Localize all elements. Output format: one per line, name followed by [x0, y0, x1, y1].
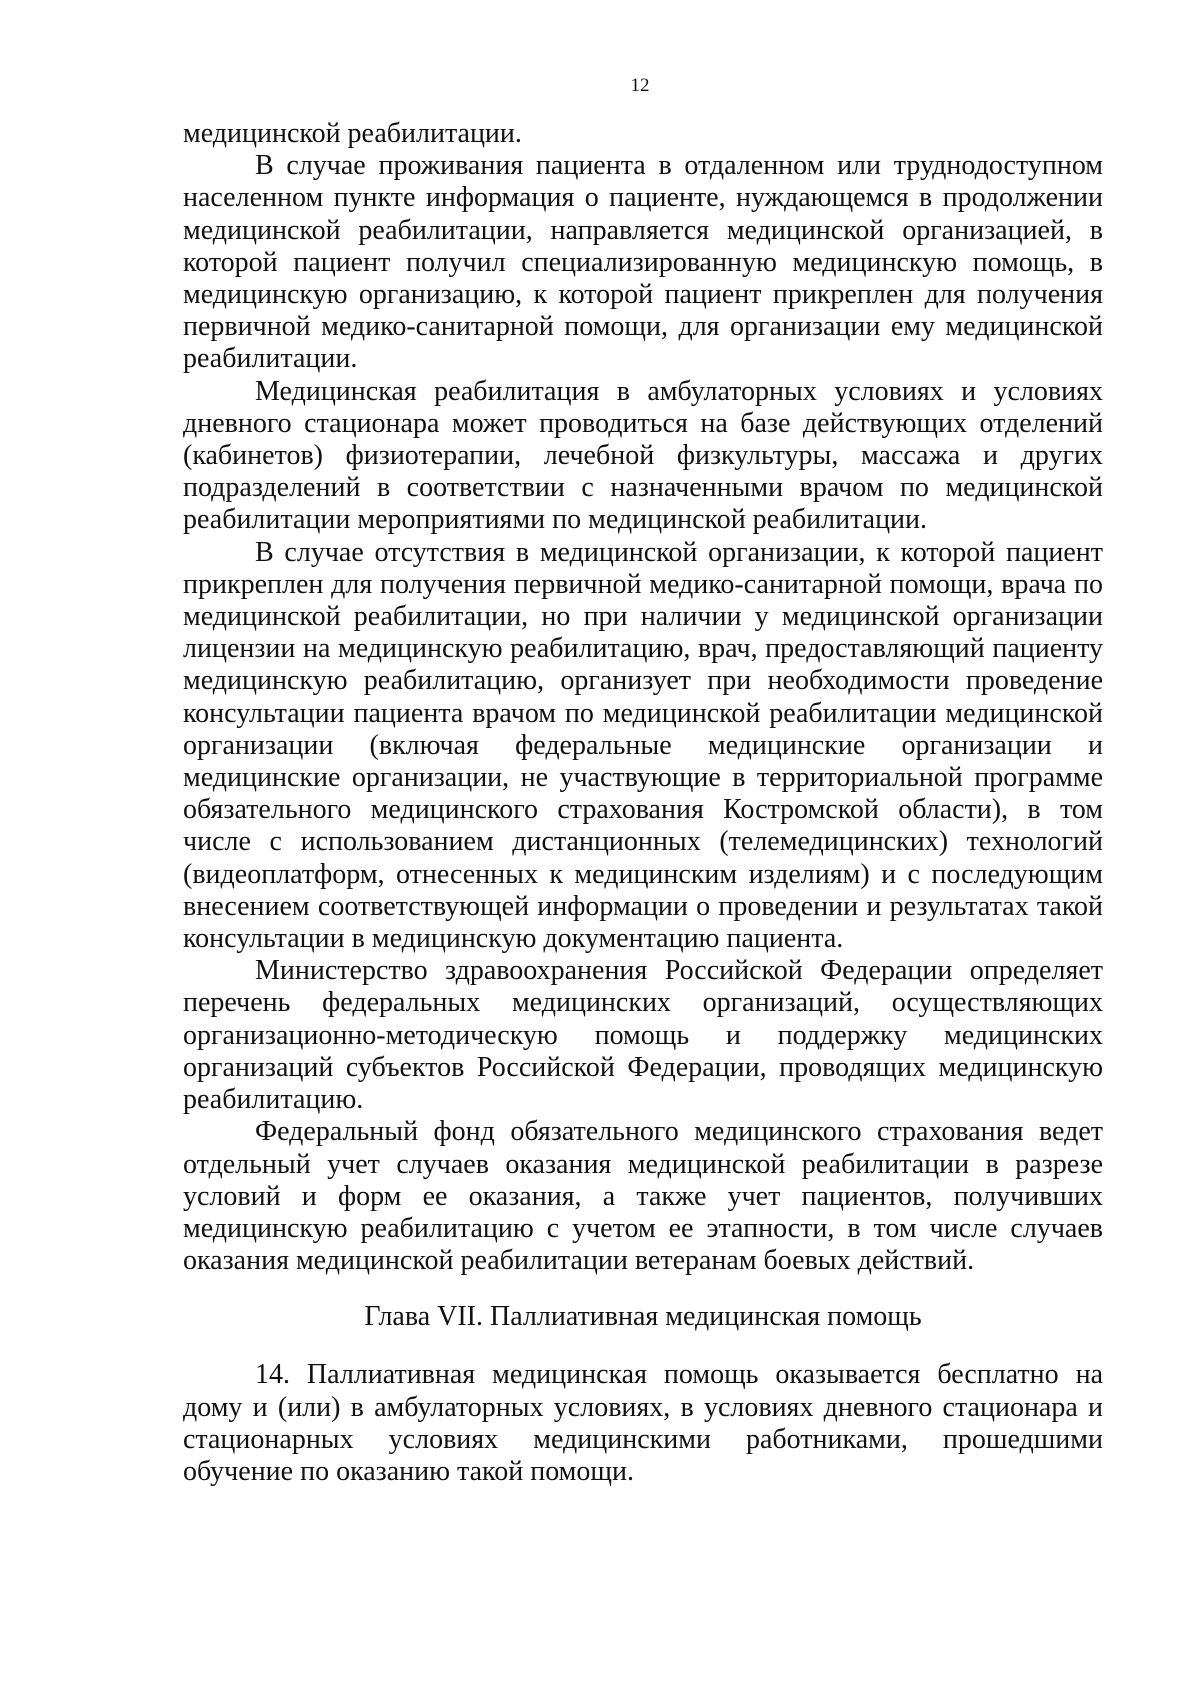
paragraph-ministry-list: Министерство здравоохранения Российской Федерации определяет перечень федеральных медицинских организаций, осуществляющих организационно-методическую помощь и поддержку медицинских организаций субъектов Российской Федерации, проводящих медицинскую реабилитацию. [183, 955, 1103, 1116]
paragraph-remote-residence: В случае проживания пациента в отдаленном или труднодоступном населенном пункте информация о пациенте, нуждающемся в продолжении медицинской реабилитации, направляется медицинской организацией, в которой пациент получил специализированную медицинскую помощь, в медицинскую организацию, к которой пациент прикреплен для получения первичной медико-санитарной помощи, для организации ему медицинской реабилитации. [183, 150, 1103, 375]
document-body [183, 118, 1103, 1488]
paragraph-section-14: 14. Паллиативная медицинская помощь оказывается бесплатно на дому и (или) в амбулаторных условиях, в условиях дневного стационара и стационарных условиях медицинскими работниками, прошедшими обучение по оказанию такой помощи. [183, 1359, 1103, 1487]
paragraph-continuation: медицинской реабилитации. [183, 118, 522, 149]
paragraph-insurance-fund: Федеральный фонд обязательного медицинского страхования ведет отдельный учет случаев оказания медицинской реабилитации в разрезе условий и форм ее оказания, а также учет пациентов, получивших медицинскую реабилитацию с учетом ее этапности, в том числе случаев оказания медицинской реабилитации ветеранам боевых действий. [183, 1116, 1103, 1277]
page-number: 12 [630, 75, 650, 96]
paragraph-outpatient-rehabilitation: Медицинская реабилитация в амбулаторных условиях и условиях дневного стационара может проводиться на базе действующих отделений (кабинетов) физиотерапии, лечебной физкультуры, массажа и других подразделений в соответствии с назначенными врачом по медицинской реабилитации мероприятиями по медицинской реабилитации. [183, 375, 1103, 536]
paragraph-absent-rehabilitation-doctor: В случае отсутствия в медицинской организации, к которой пациент прикреплен для получения первичной медико-санитарной помощи, врача по медицинской реабилитации, но при наличии у медицинской организации лицензии на медицинскую реабилитацию, врач, предоставляющий пациенту медицинскую реабилитацию, организует при необходимости проведение консультации пациента врачом по медицинской реабилитации медицинской организации (включая федеральные медицинские организации и медицинские организации, не участвующие в территориальной программе обязательного медицинского страхования Костромской области), в том числе с использованием дистанционных (телемедицинских) технологий (видеоплатформ, отнесенных к медицинским изделиям) и с последующим внесением соответствующей информации о проведении и результатах такой консультации в медицинскую документацию пациента. [183, 536, 1103, 955]
chapter-heading: Глава VII. Паллиативная медицинская помощь [364, 1301, 922, 1333]
